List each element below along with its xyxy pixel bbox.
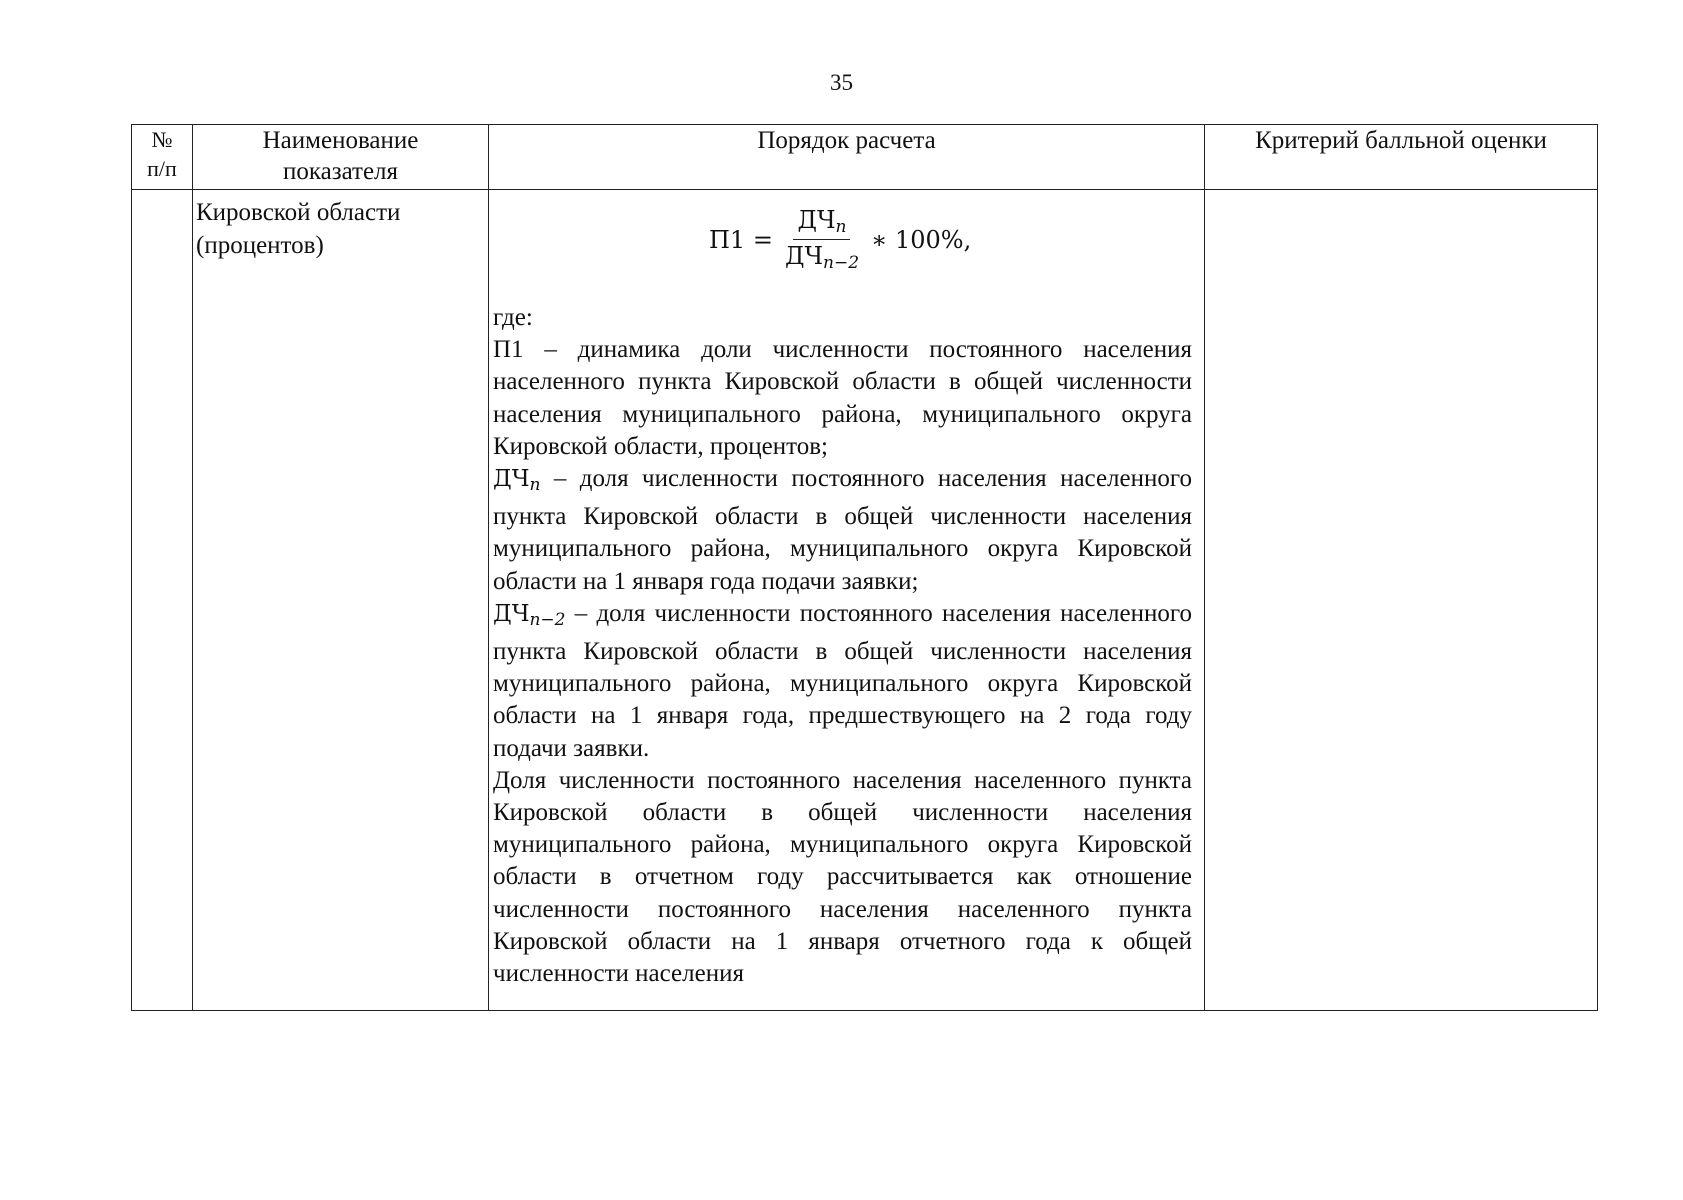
definition-dchn: [493, 463, 1192, 598]
formula-numerator-base: ДЧ: [797, 206, 836, 234]
dchn-text: – доля численности постоянного населения населенного пункта Кировской области в общей численности населения муниципального района, муниципального округа Кировской области на 1 января года подачи заявки;: [493, 465, 1192, 595]
header-number-line2: п/п: [147, 156, 177, 181]
definition-p1: П1 – динамика доли численности постоянного населения населенного пункта Кировской области в общей численности населения муниципального района, муниципального округа Кировской области, процентов;: [493, 336, 1192, 460]
formula-numerator-sub: n: [835, 217, 847, 237]
header-number: [132, 125, 193, 190]
formula-block: [489, 190, 1204, 302]
page-number: 35: [830, 70, 853, 95]
calculation-text: [489, 302, 1204, 990]
table-row: [132, 190, 1598, 1011]
dchn-symbol: ДЧ: [493, 466, 530, 493]
share-paragraph: Доля численности постоянного населения населенного пункта Кировской области в общей численности населения муниципального района, муниципального округа Кировской области в отчетном году рассчитывается как отношение численности постоянного населения населенного пункта Кировской области на 1 января отчетного года к общей численности населения: [493, 766, 1192, 988]
dchn2-subscript: n−2: [529, 609, 566, 630]
where-label: где:: [493, 304, 533, 331]
formula-denominator-base: ДЧ: [784, 242, 823, 270]
cell-calculation: [489, 190, 1205, 1011]
dchn2-text: – доля численности постоянного населения населенного пункта Кировской области в общей численности населения муниципального района, муниципального округа Кировской области на 1 января года, предшествующего на 2 года году подачи заявки.: [493, 599, 1192, 762]
cell-scoring-criterion: [1205, 190, 1598, 1011]
cell-number: [132, 190, 193, 1011]
formula-fraction: [781, 206, 863, 273]
header-scoring-criterion: Критерий балльной оценки: [1205, 125, 1598, 190]
formula-tail: ∗ 100%,: [871, 225, 972, 254]
formula-lhs: П1 =: [709, 225, 773, 254]
dchn-subscript: n: [529, 475, 541, 496]
cell-indicator-name: [193, 190, 489, 1011]
indicator-name-line2: (процентов): [196, 232, 324, 259]
definition-dchn-2: [493, 598, 1192, 765]
criteria-table: [131, 124, 1598, 1011]
formula-denominator-sub: n−2: [823, 253, 860, 273]
table-header-row: [132, 125, 1598, 190]
header-calculation-order: Порядок расчета: [489, 125, 1205, 190]
dchn2-symbol: ДЧ: [493, 600, 530, 627]
header-name-line2: показателя: [282, 158, 399, 185]
indicator-name-line1: Кировской области: [196, 199, 401, 226]
formula-numerator: [793, 206, 850, 240]
formula: [709, 206, 971, 273]
header-number-line1: №: [151, 127, 173, 152]
header-indicator-name: [193, 125, 489, 190]
formula-denominator: [781, 240, 863, 273]
header-name-line1: Наименование: [262, 127, 419, 154]
